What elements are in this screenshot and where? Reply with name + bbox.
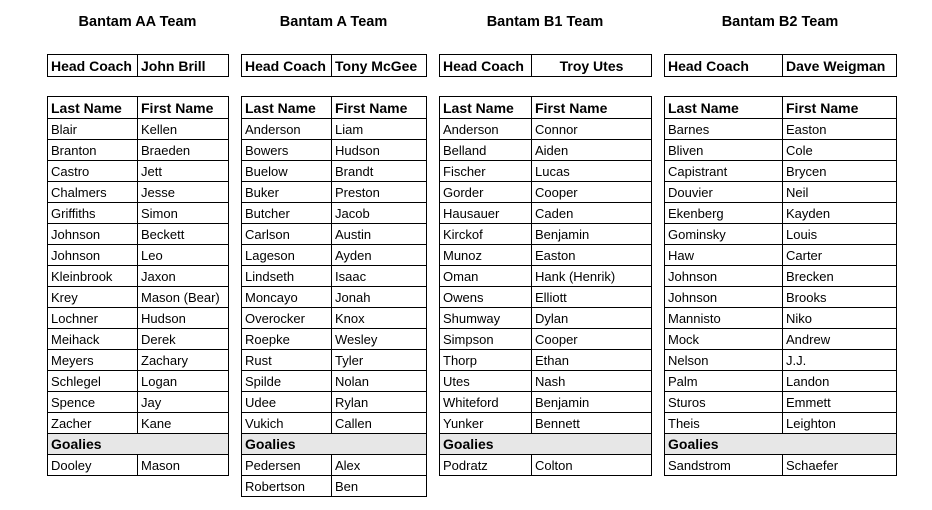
first-name-cell: Brycen <box>783 161 897 182</box>
player-row <box>242 350 427 371</box>
last-name-cell: Griffiths <box>48 203 138 224</box>
goalies-header-row <box>48 434 229 455</box>
last-name-cell: Theis <box>665 413 783 434</box>
first-name-cell: Brooks <box>783 287 897 308</box>
goalies-header: Goalies <box>48 434 229 455</box>
player-row <box>665 119 897 140</box>
last-name-cell: Buelow <box>242 161 332 182</box>
last-name-cell: Blair <box>48 119 138 140</box>
player-row <box>665 287 897 308</box>
first-name-cell: Cooper <box>532 329 652 350</box>
first-name-cell: Ben <box>332 476 427 497</box>
goalies-header: Goalies <box>665 434 897 455</box>
first-name-cell: Austin <box>332 224 427 245</box>
first-name-cell: Benjamin <box>532 224 652 245</box>
player-row <box>440 287 652 308</box>
head-coach-table <box>664 54 897 77</box>
player-row <box>48 392 229 413</box>
first-name-cell: Rylan <box>332 392 427 413</box>
first-name-cell: Lucas <box>532 161 652 182</box>
first-name-cell: Landon <box>783 371 897 392</box>
player-row <box>48 413 229 434</box>
player-row <box>48 266 229 287</box>
player-row <box>665 224 897 245</box>
player-row <box>242 203 427 224</box>
first-name-cell: Bennett <box>532 413 652 434</box>
player-row <box>440 182 652 203</box>
first-name-cell: Jay <box>138 392 229 413</box>
last-name-cell: Rust <box>242 350 332 371</box>
last-name-cell: Schlegel <box>48 371 138 392</box>
first-name-cell: Jonah <box>332 287 427 308</box>
last-name-cell: Castro <box>48 161 138 182</box>
first-name-cell: Alex <box>332 455 427 476</box>
first-name-cell: Leo <box>138 245 229 266</box>
last-name-cell: Moncayo <box>242 287 332 308</box>
last-name-cell: Johnson <box>665 287 783 308</box>
player-row <box>440 266 652 287</box>
last-name-cell: Whiteford <box>440 392 532 413</box>
first-name-cell: Leighton <box>783 413 897 434</box>
last-name-cell: Overocker <box>242 308 332 329</box>
player-row <box>242 266 427 287</box>
first-name-cell: Kayden <box>783 203 897 224</box>
last-name-cell: Johnson <box>48 224 138 245</box>
last-name-cell: Mock <box>665 329 783 350</box>
col-header-last-name: Last Name <box>242 97 332 119</box>
head-coach-label: Head Coach <box>665 55 783 77</box>
last-name-cell: Kirckof <box>440 224 532 245</box>
first-name-cell: Preston <box>332 182 427 203</box>
col-header-first-name: First Name <box>532 97 652 119</box>
col-header-last-name: Last Name <box>440 97 532 119</box>
first-name-cell: Ethan <box>532 350 652 371</box>
player-row <box>665 371 897 392</box>
roster-table <box>241 96 427 497</box>
last-name-cell: Oman <box>440 266 532 287</box>
last-name-cell: Bliven <box>665 140 783 161</box>
first-name-cell: Elliott <box>532 287 652 308</box>
first-name-cell: Derek <box>138 329 229 350</box>
head-coach-name: Tony McGee <box>332 55 427 77</box>
last-name-cell: Roepke <box>242 329 332 350</box>
last-name-cell: Robertson <box>242 476 332 497</box>
player-row <box>665 392 897 413</box>
first-name-cell: Niko <box>783 308 897 329</box>
player-row <box>242 224 427 245</box>
last-name-cell: Mannisto <box>665 308 783 329</box>
col-header-first-name: First Name <box>783 97 897 119</box>
goalie-row <box>665 455 897 476</box>
player-row <box>440 203 652 224</box>
first-name-cell: J.J. <box>783 350 897 371</box>
last-name-cell: Anderson <box>242 119 332 140</box>
player-row <box>440 371 652 392</box>
head-coach-table <box>439 54 652 77</box>
last-name-cell: Nelson <box>665 350 783 371</box>
goalie-row <box>440 455 652 476</box>
first-name-cell: Braeden <box>138 140 229 161</box>
last-name-cell: Sturos <box>665 392 783 413</box>
first-name-cell: Carter <box>783 245 897 266</box>
first-name-cell: Easton <box>532 245 652 266</box>
last-name-cell: Pedersen <box>242 455 332 476</box>
first-name-cell: Kellen <box>138 119 229 140</box>
last-name-cell: Meyers <box>48 350 138 371</box>
last-name-cell: Lageson <box>242 245 332 266</box>
first-name-cell: Zachary <box>138 350 229 371</box>
col-header-first-name: First Name <box>332 97 427 119</box>
first-name-cell: Callen <box>332 413 427 434</box>
first-name-cell: Kane <box>138 413 229 434</box>
first-name-cell: Simon <box>138 203 229 224</box>
player-row <box>665 350 897 371</box>
player-row <box>440 224 652 245</box>
first-name-cell: Jaxon <box>138 266 229 287</box>
player-row <box>440 245 652 266</box>
player-row <box>242 413 427 434</box>
head-coach-name: Troy Utes <box>532 55 652 77</box>
player-row <box>48 119 229 140</box>
head-coach-label: Head Coach <box>440 55 532 77</box>
first-name-cell: Schaefer <box>783 455 897 476</box>
goalies-header-row <box>665 434 897 455</box>
player-row <box>665 413 897 434</box>
goalies-header: Goalies <box>440 434 652 455</box>
player-row <box>665 161 897 182</box>
player-row <box>242 161 427 182</box>
player-row <box>48 287 229 308</box>
head-coach-label: Head Coach <box>48 55 138 77</box>
head-coach-name: Dave Weigman <box>783 55 897 77</box>
first-name-cell: Brecken <box>783 266 897 287</box>
player-row <box>242 371 427 392</box>
player-row <box>440 392 652 413</box>
first-name-cell: Benjamin <box>532 392 652 413</box>
player-row <box>665 140 897 161</box>
player-row <box>665 329 897 350</box>
last-name-cell: Owens <box>440 287 532 308</box>
roster-table <box>47 96 229 476</box>
last-name-cell: Anderson <box>440 119 532 140</box>
goalies-header-row <box>440 434 652 455</box>
player-row <box>242 392 427 413</box>
last-name-cell: Podratz <box>440 455 532 476</box>
first-name-cell: Logan <box>138 371 229 392</box>
roster-table <box>664 96 897 476</box>
first-name-cell: Neil <box>783 182 897 203</box>
first-name-cell: Andrew <box>783 329 897 350</box>
player-row <box>440 308 652 329</box>
goalie-row <box>242 455 427 476</box>
last-name-cell: Haw <box>665 245 783 266</box>
first-name-cell: Jett <box>138 161 229 182</box>
last-name-cell: Thorp <box>440 350 532 371</box>
head-coach-name: John Brill <box>138 55 229 77</box>
last-name-cell: Spence <box>48 392 138 413</box>
player-row <box>48 329 229 350</box>
first-name-cell: Aiden <box>532 140 652 161</box>
first-name-cell: Caden <box>532 203 652 224</box>
head-coach-table <box>241 54 427 77</box>
col-header-first-name: First Name <box>138 97 229 119</box>
last-name-cell: Buker <box>242 182 332 203</box>
player-row <box>48 224 229 245</box>
player-row <box>665 203 897 224</box>
first-name-cell: Beckett <box>138 224 229 245</box>
goalies-header-row <box>242 434 427 455</box>
player-row <box>665 182 897 203</box>
team-title: Bantam B1 Team <box>486 14 604 30</box>
first-name-cell: Hudson <box>332 140 427 161</box>
last-name-cell: Capistrant <box>665 161 783 182</box>
last-name-cell: Sandstrom <box>665 455 783 476</box>
last-name-cell: Shumway <box>440 308 532 329</box>
last-name-cell: Yunker <box>440 413 532 434</box>
last-name-cell: Carlson <box>242 224 332 245</box>
roster-table <box>439 96 652 476</box>
head-coach-table <box>47 54 229 77</box>
last-name-cell: Udee <box>242 392 332 413</box>
last-name-cell: Vukich <box>242 413 332 434</box>
player-row <box>242 308 427 329</box>
last-name-cell: Krey <box>48 287 138 308</box>
first-name-cell: Knox <box>332 308 427 329</box>
last-name-cell: Branton <box>48 140 138 161</box>
first-name-cell: Jacob <box>332 203 427 224</box>
last-name-cell: Gorder <box>440 182 532 203</box>
last-name-cell: Ekenberg <box>665 203 783 224</box>
last-name-cell: Dooley <box>48 455 138 476</box>
player-row <box>440 119 652 140</box>
first-name-cell: Dylan <box>532 308 652 329</box>
last-name-cell: Utes <box>440 371 532 392</box>
last-name-cell: Bowers <box>242 140 332 161</box>
last-name-cell: Meihack <box>48 329 138 350</box>
last-name-cell: Simpson <box>440 329 532 350</box>
last-name-cell: Zacher <box>48 413 138 434</box>
last-name-cell: Fischer <box>440 161 532 182</box>
first-name-cell: Emmett <box>783 392 897 413</box>
player-row <box>48 182 229 203</box>
last-name-cell: Munoz <box>440 245 532 266</box>
first-name-cell: Cooper <box>532 182 652 203</box>
player-row <box>242 245 427 266</box>
goalie-row <box>242 476 427 497</box>
last-name-cell: Lochner <box>48 308 138 329</box>
player-row <box>440 329 652 350</box>
first-name-cell: Mason <box>138 455 229 476</box>
player-row <box>48 350 229 371</box>
last-name-cell: Kleinbrook <box>48 266 138 287</box>
team-title: Bantam AA Team <box>78 14 197 30</box>
team-title: Bantam A Team <box>279 14 388 30</box>
first-name-cell: Hank (Henrik) <box>532 266 652 287</box>
first-name-cell: Easton <box>783 119 897 140</box>
first-name-cell: Ayden <box>332 245 427 266</box>
last-name-cell: Lindseth <box>242 266 332 287</box>
player-row <box>48 140 229 161</box>
player-row <box>242 329 427 350</box>
first-name-cell: Mason (Bear) <box>138 287 229 308</box>
team-title: Bantam B2 Team <box>721 14 839 30</box>
player-row <box>48 161 229 182</box>
player-row <box>242 140 427 161</box>
player-row <box>242 287 427 308</box>
last-name-cell: Douvier <box>665 182 783 203</box>
player-row <box>242 182 427 203</box>
last-name-cell: Belland <box>440 140 532 161</box>
first-name-cell: Jesse <box>138 182 229 203</box>
last-name-cell: Hausauer <box>440 203 532 224</box>
goalie-row <box>48 455 229 476</box>
last-name-cell: Chalmers <box>48 182 138 203</box>
first-name-cell: Connor <box>532 119 652 140</box>
first-name-cell: Nolan <box>332 371 427 392</box>
player-row <box>665 245 897 266</box>
player-row <box>440 350 652 371</box>
col-header-last-name: Last Name <box>48 97 138 119</box>
goalies-header: Goalies <box>242 434 427 455</box>
player-row <box>440 140 652 161</box>
player-row <box>48 308 229 329</box>
player-row <box>440 161 652 182</box>
player-row <box>48 371 229 392</box>
first-name-cell: Liam <box>332 119 427 140</box>
last-name-cell: Butcher <box>242 203 332 224</box>
first-name-cell: Isaac <box>332 266 427 287</box>
first-name-cell: Brandt <box>332 161 427 182</box>
last-name-cell: Johnson <box>48 245 138 266</box>
col-header-last-name: Last Name <box>665 97 783 119</box>
player-row <box>242 119 427 140</box>
player-row <box>665 266 897 287</box>
player-row <box>440 413 652 434</box>
first-name-cell: Wesley <box>332 329 427 350</box>
first-name-cell: Louis <box>783 224 897 245</box>
player-row <box>665 308 897 329</box>
first-name-cell: Nash <box>532 371 652 392</box>
last-name-cell: Palm <box>665 371 783 392</box>
player-row <box>48 203 229 224</box>
last-name-cell: Johnson <box>665 266 783 287</box>
first-name-cell: Cole <box>783 140 897 161</box>
last-name-cell: Spilde <box>242 371 332 392</box>
last-name-cell: Barnes <box>665 119 783 140</box>
first-name-cell: Tyler <box>332 350 427 371</box>
last-name-cell: Gominsky <box>665 224 783 245</box>
first-name-cell: Colton <box>532 455 652 476</box>
first-name-cell: Hudson <box>138 308 229 329</box>
head-coach-label: Head Coach <box>242 55 332 77</box>
player-row <box>48 245 229 266</box>
